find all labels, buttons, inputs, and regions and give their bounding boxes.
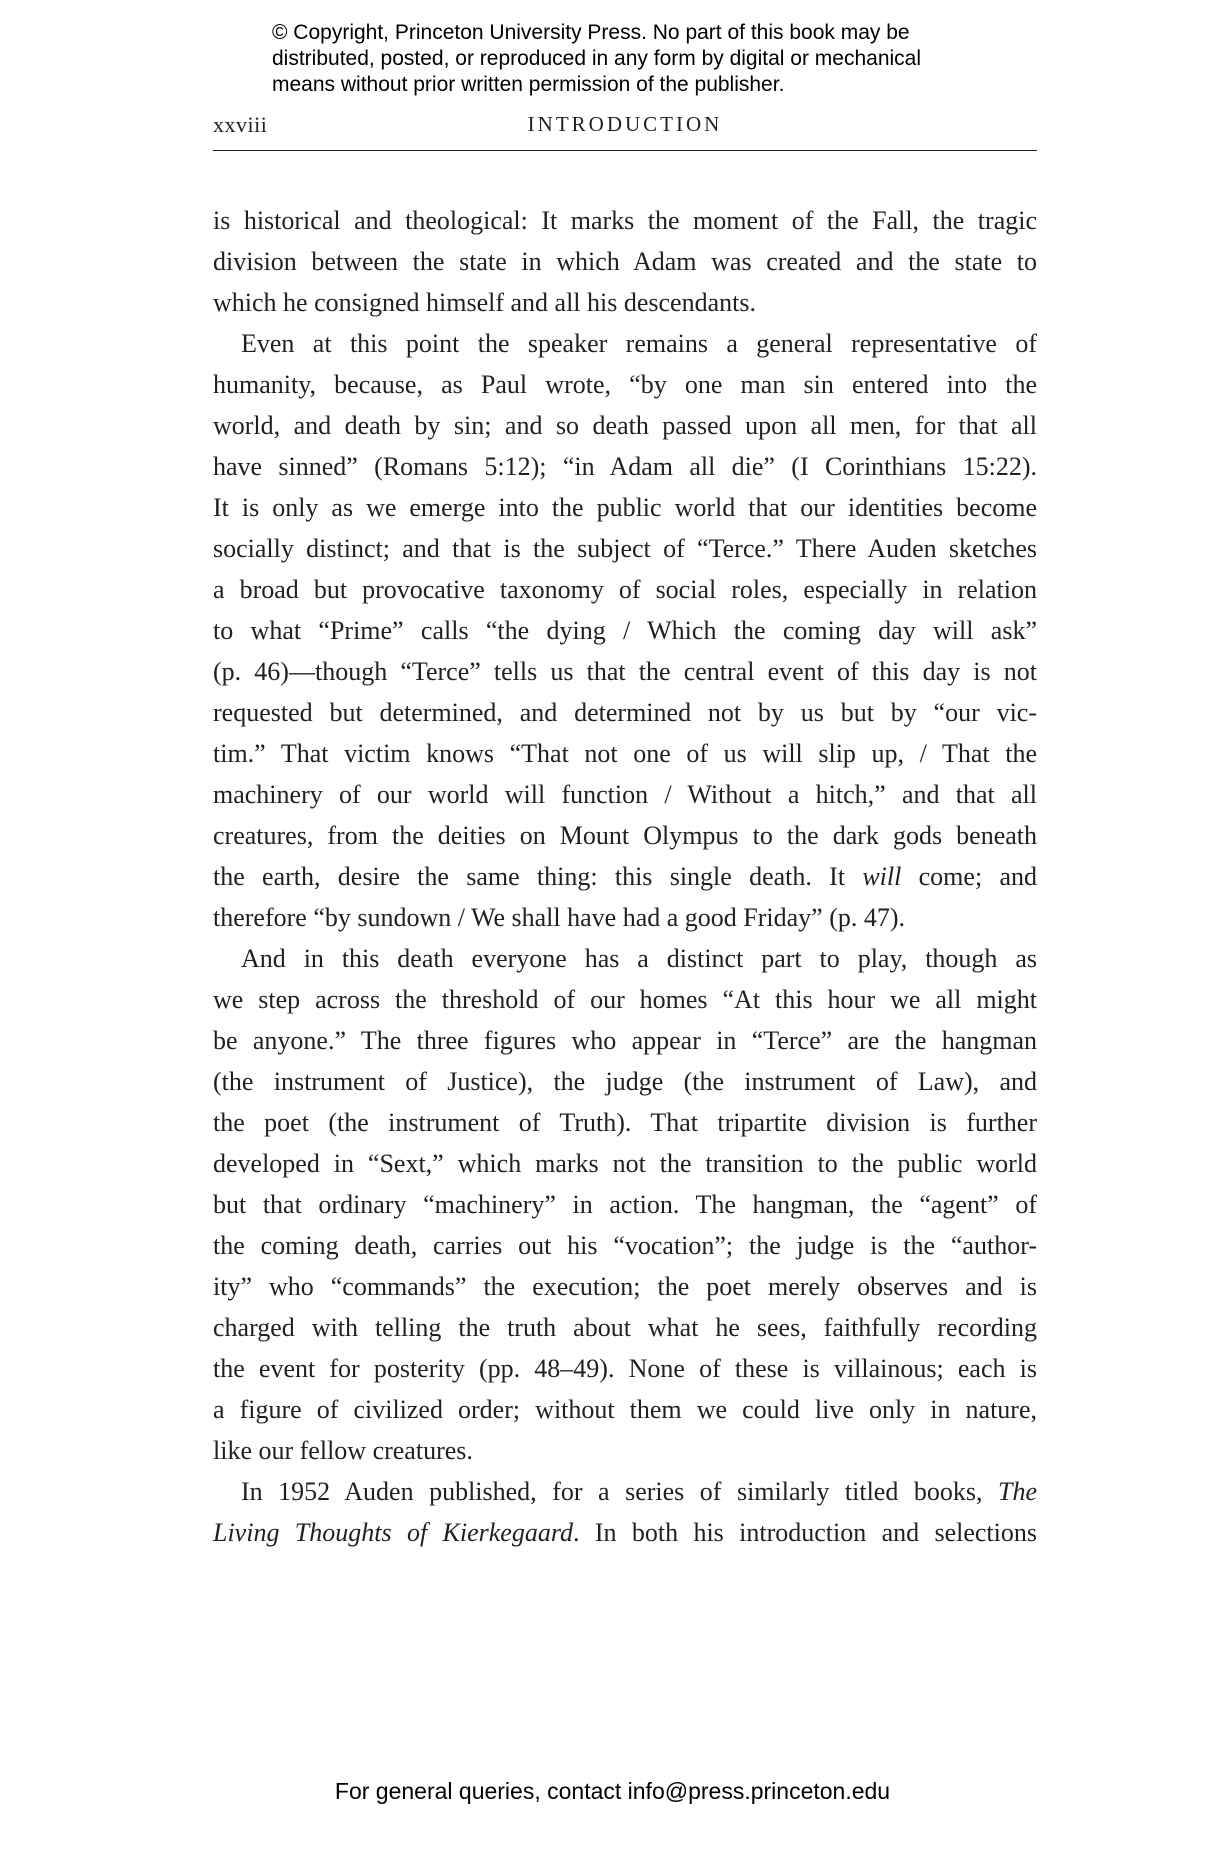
text-line: creatures, from the deities on Mount Olympus to the dark gods beneath xyxy=(213,821,1037,850)
text-line: charged with telling the truth about what he sees, faithfully recording xyxy=(213,1313,1037,1342)
text-line: machinery of our world will function / Without a hitch,” and that all xyxy=(213,780,1037,809)
text-line: a broad but provocative taxonomy of social roles, especially in relation xyxy=(213,575,1037,604)
text-run: In 1952 Auden published, for a series of similarly titled books, The xyxy=(241,1477,1037,1506)
text-run: come; and xyxy=(901,862,1037,891)
text-line: developed in “Sext,” which marks not the transition to the public world xyxy=(213,1149,1037,1178)
text-line: world, and death by sin; and so death passed upon all men, for that all xyxy=(213,411,1037,440)
text-line: humanity, because, as Paul wrote, “by one man sin entered into the xyxy=(213,370,1037,399)
text-line xyxy=(213,856,1037,897)
text-line: socially distinct; and that is the subject of “Terce.” There Auden sketches xyxy=(213,534,1037,563)
text-line: the poet (the instrument of Truth). That tripartite division is further xyxy=(213,1108,1037,1137)
italic-run: will xyxy=(862,862,902,891)
text-line: division between the state in which Adam was created and the state to xyxy=(213,247,1037,276)
text-line: therefore “by sundown / We shall have had a good Friday” (p. 47). xyxy=(213,903,906,932)
copyright-line: © Copyright, Princeton University Press. No part of this book may be xyxy=(272,21,910,44)
italic-book-title: The xyxy=(998,1477,1037,1506)
text-line: which he consigned himself and all his descendants. xyxy=(213,288,756,317)
page-number: xxviii xyxy=(213,112,268,137)
text-line: It is only as we emerge into the public world that our identities become xyxy=(213,493,1037,522)
text-line: we step across the threshold of our homes “At this hour we all might xyxy=(213,985,1037,1014)
text-line: be anyone.” The three figures who appear in “Terce” are the hangman xyxy=(213,1026,1037,1055)
copyright-notice xyxy=(272,20,1032,98)
copyright-line: distributed, posted, or reproduced in any form by digital or mechanical xyxy=(272,47,922,70)
text-line: the coming death, carries out his “vocation”; the judge is the “author- xyxy=(213,1231,1037,1260)
text-line: is historical and theological: It marks the moment of the Fall, the tragic xyxy=(213,206,1037,235)
paragraph-first-line: Even at this point the speaker remains a general representative of xyxy=(241,329,1037,358)
text-line: have sinned” (Romans 5:12); “in Adam all die” (I Corinthians 15:22). xyxy=(213,452,1037,481)
running-title: INTRODUCTION xyxy=(527,112,723,136)
text-line: a figure of civilized order; without them we could live only in nature, xyxy=(213,1395,1037,1424)
text-line: requested but determined, and determined not by us but by “our vic- xyxy=(213,698,1037,727)
text-run: the earth, desire the same thing: this single death. It xyxy=(213,862,863,891)
text-run: . In both his introduction and selections xyxy=(573,1518,1037,1547)
paragraph-first-line: And in this death everyone has a distinct part to play, though as xyxy=(241,944,1037,973)
text-line: ity” who “commands” the execution; the poet merely observes and is xyxy=(213,1272,1037,1301)
text-line: (p. 46)—though “Terce” tells us that the central event of this day is not xyxy=(213,657,1037,686)
text-line xyxy=(213,1512,1037,1553)
text-line: like our fellow creatures. xyxy=(213,1436,473,1465)
text-line: tim.” That victim knows “That not one of us will slip up, / That the xyxy=(213,739,1037,768)
body-text xyxy=(213,200,1037,1553)
italic-book-title: Living Thoughts of Kierkegaard xyxy=(213,1518,573,1547)
text-line: but that ordinary “machinery” in action. The hangman, the “agent” of xyxy=(213,1190,1037,1219)
text-line: the event for posterity (pp. 48–49). None of these is villainous; each is xyxy=(213,1354,1037,1383)
copyright-line: means without prior written permission of the publisher. xyxy=(272,73,785,96)
text-line: to what “Prime” calls “the dying / Which the coming day will ask” xyxy=(213,616,1037,645)
text-line: (the instrument of Justice), the judge (the instrument of Law), and xyxy=(213,1067,1037,1096)
paragraph-first-line xyxy=(213,1471,1037,1512)
footer-contact: For general queries, contact info@press.princeton.edu xyxy=(334,1778,891,1804)
running-head xyxy=(213,110,1037,151)
